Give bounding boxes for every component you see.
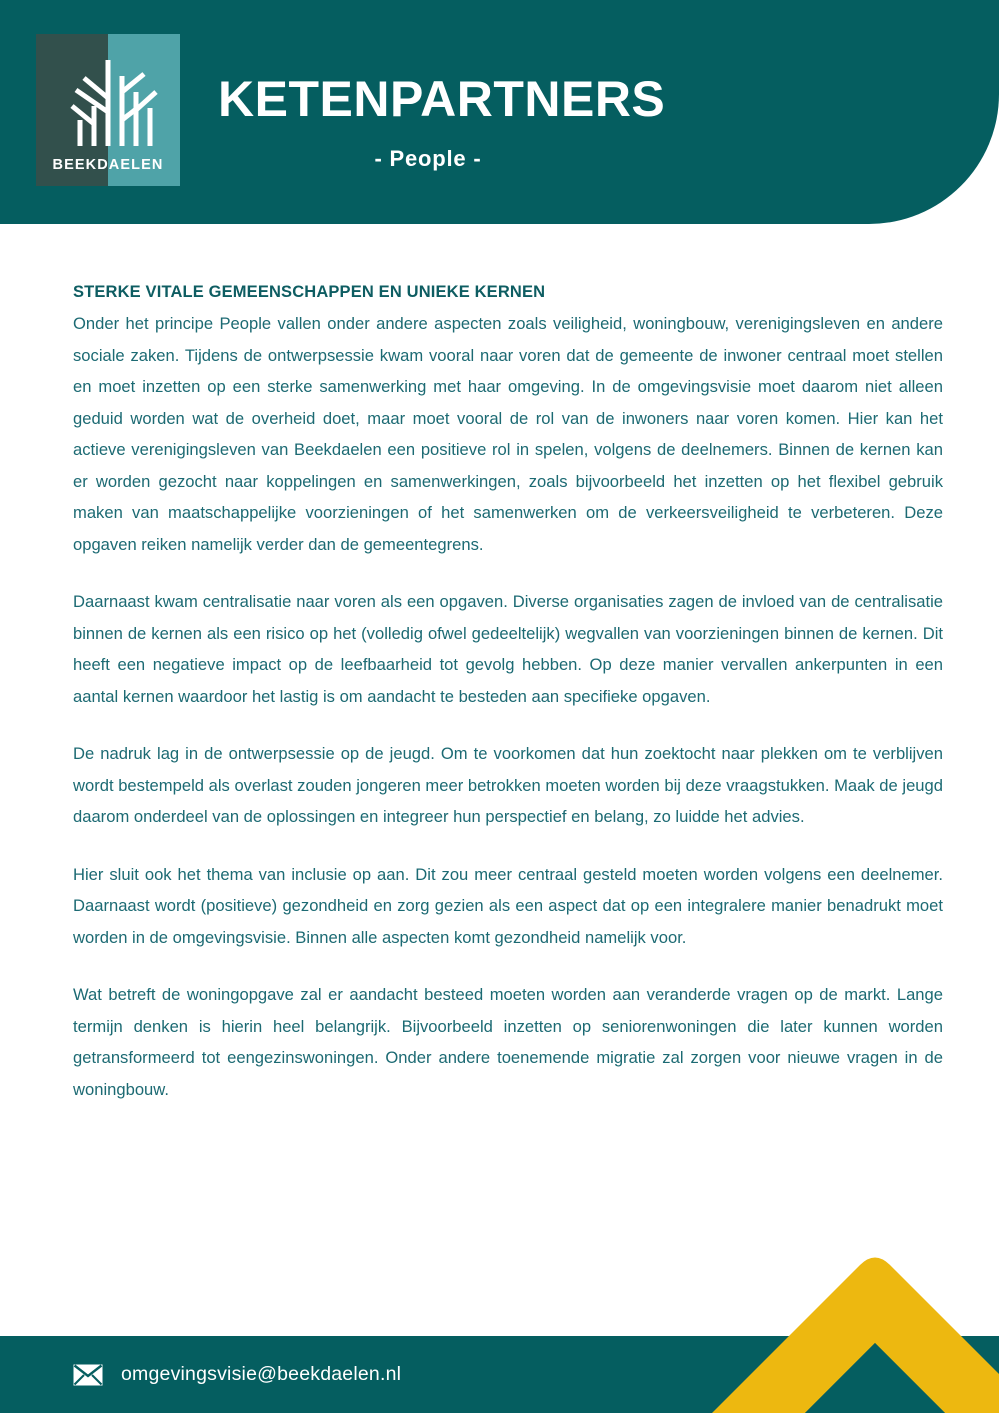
page-subtitle: - People -: [374, 146, 482, 171]
page-header: [0, 0, 999, 224]
logo-wordmark: BEEKDAELEN: [52, 157, 164, 173]
document-body: [73, 283, 943, 1105]
header-title-group: [218, 71, 738, 172]
page-title: KETENPARTNERS: [218, 71, 666, 127]
section-heading: STERKE VITALE GEMEENSCHAPPEN EN UNIEKE KERNEN: [73, 283, 546, 301]
paragraph: Daarnaast kwam centralisatie naar voren als een opgaven. Diverse organisaties zagen de invloed van de centralisatie binnen de kernen als een risico op het (volledig ofwel gedeeltelijk) wegvallen van voorzieningen binnen de kernen. Dit heeft een negatieve impact op de leefbaarheid tot gevolg hebben. Op deze manier vervallen ankerpunten in een aantal kernen waardoor het lastig is om aandacht te besteden aan specifieke opgaven.: [73, 592, 943, 706]
paragraph: Wat betreft de woningopgave zal er aandacht besteed moeten worden aan veranderde vragen op de markt. Lange termijn denken is hierin heel belangrijk. Bijvoorbeeld inzetten op seniorenwoningen die later kunnen worden getransformeerd tot eengezinswoningen. Onder andere toenemende migratie zal zorgen voor nieuwe vragen in de woningbouw.: [73, 985, 943, 1099]
envelope-icon: [73, 1364, 103, 1386]
paragraph: De nadruk lag in de ontwerpsessie op de jeugd. Om te voorkomen dat hun zoektocht naar plekken om te verblijven wordt bestempeld als overlast zouden jongeren meer betrokken moeten worden bij deze vraagstukken. Maak de jeugd daarom onderdeel van de oplossingen en integreer hun perspectief en belang, zo luidde het advies.: [73, 744, 943, 826]
paragraph: Onder het principe People vallen onder andere aspecten zoals veiligheid, woningbouw, verenigingsleven en andere sociale zaken. Tijdens de ontwerpsessie kwam vooral naar voren dat de gemeente de inwoner centraal moet stellen en moet inzetten op een sterke samenwerking met haar omgeving. In de omgevingsvisie moet daarom niet alleen geduid worden wat de overheid doet, maar moet vooral de rol van de inwoners naar voren komen. Hier kan het actieve verenigingsleven van Beekdaelen een positieve rol in spelen, volgens de deelnemers. Binnen de kernen kan er worden gezocht naar koppelingen en samenwerkingen, zoals bijvoorbeeld het inzetten op het flexibel gebruik maken van maatschappelijke voorzieningen of het samenwerken om de verkeersveiligheid te verbeteren. Deze opgaven reiken namelijk verder dan de gemeentegrens.: [73, 314, 943, 554]
footer-contact: [73, 1336, 401, 1413]
footer-email-address[interactable]: omgevingsvisie@beekdaelen.nl: [121, 1363, 402, 1385]
paragraph: Hier sluit ook het thema van inclusie op aan. Dit zou meer centraal gesteld moeten worden volgens een deelnemer. Daarnaast wordt (positieve) gezondheid en zorg gezien als een aspect dat op een integralere manier benadrukt moet worden in de omgevingsvisie. Binnen alle aspecten komt gezondheid namelijk voor.: [73, 864, 943, 947]
beekdaelen-logo: [36, 34, 180, 186]
